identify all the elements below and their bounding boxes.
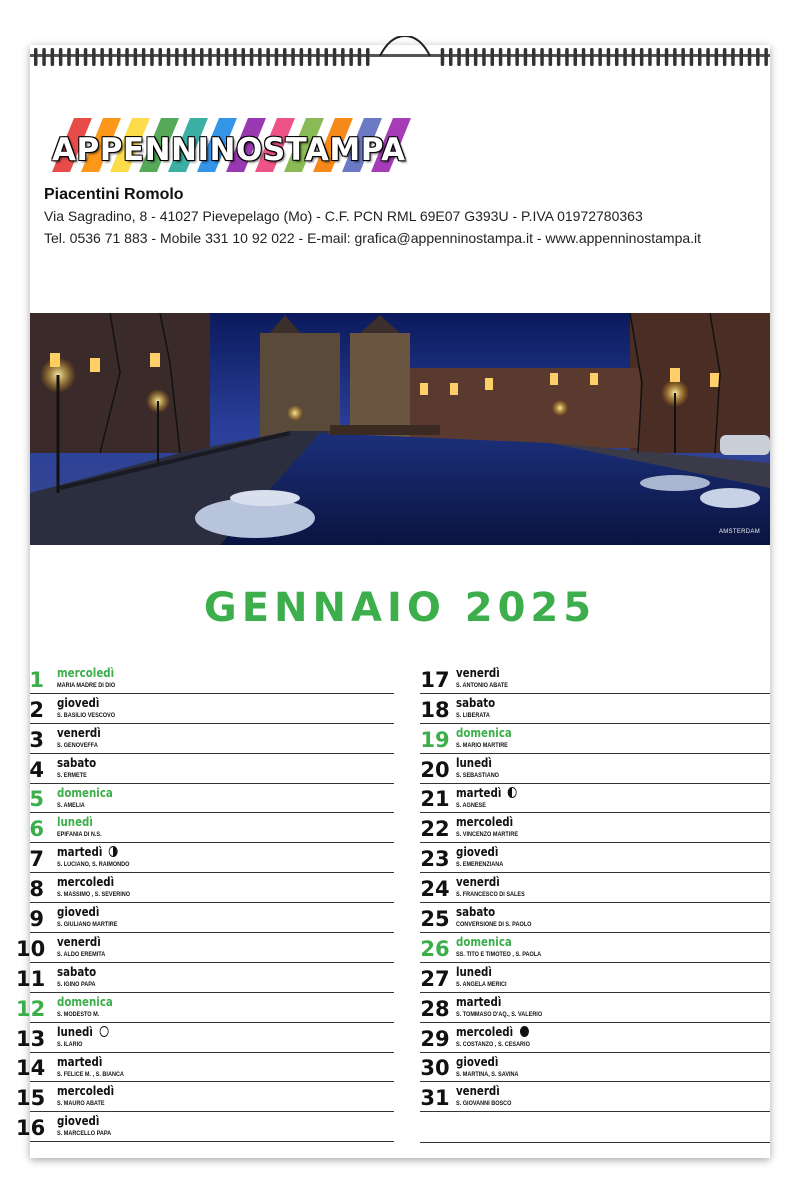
binding-coil <box>291 48 295 66</box>
weekday-name: martedì <box>456 785 517 800</box>
weekday-name: mercoledì <box>456 1024 529 1039</box>
day-number: 21 <box>420 787 450 812</box>
binding-coil <box>175 48 179 66</box>
saint-name: S. ANTONIO ABATE <box>456 682 508 689</box>
calendar-day-row <box>420 963 770 993</box>
day-number: 28 <box>420 996 450 1021</box>
saint-name: S. GIOVANNI BOSCO <box>456 1100 512 1108</box>
day-number: 16 <box>16 1116 46 1141</box>
weekday-name: mercoledì <box>57 665 115 680</box>
calendar-day-row <box>420 694 770 724</box>
saint-name: S. MODESTO M. <box>57 1010 100 1018</box>
day-number: 25 <box>420 907 450 932</box>
weekday-name: sabato <box>456 904 496 920</box>
binding-coil <box>681 48 685 66</box>
binding-coil <box>657 48 661 66</box>
binding-coil <box>242 48 246 66</box>
binding-coil <box>740 48 744 66</box>
weekday-name: domenica <box>456 934 512 950</box>
saint-name: S. EMERENZIANA <box>456 861 504 869</box>
company-name: Piacentini Romolo <box>44 186 184 203</box>
binding-coil <box>275 48 279 66</box>
day-number: 26 <box>420 936 450 961</box>
binding-coil <box>673 48 677 66</box>
binding-coil <box>125 48 129 66</box>
day-number: 29 <box>420 1026 450 1051</box>
day-number: 4 <box>29 757 44 782</box>
day-number: 12 <box>16 996 46 1021</box>
binding-coil <box>507 48 511 66</box>
binding-coil <box>51 48 55 66</box>
day-number: 1 <box>29 667 44 692</box>
binding-coil <box>723 48 727 66</box>
binding-coil <box>183 48 187 66</box>
binding-coil <box>250 48 254 66</box>
day-number: 13 <box>16 1026 46 1051</box>
binding-coil <box>167 48 171 66</box>
saint-name: S. LIBERATA <box>456 711 490 719</box>
binding-coil <box>76 48 80 66</box>
binding-coil <box>756 48 760 66</box>
binding-coil <box>109 48 113 66</box>
binding-coil <box>42 48 46 66</box>
month-title: GENNAIO 2025 <box>203 585 597 631</box>
binding-coil <box>449 48 453 66</box>
binding-coil <box>731 48 735 66</box>
saint-name: S. GIULIANO MARTIRE <box>57 921 118 929</box>
binding-coil <box>358 48 362 66</box>
day-number: 30 <box>420 1056 450 1081</box>
new-moon-icon <box>520 1026 529 1037</box>
binding-coil <box>150 48 154 66</box>
company-address: Via Sagradino, 8 - 41027 Pievepelago (Mo) - C.F. PCN RML 69E07 G393U - P.IVA 01972780363 <box>44 208 643 224</box>
weekday-name: venerdì <box>456 1083 500 1099</box>
weekday-name: giovedì <box>57 1113 100 1129</box>
binding-coil <box>466 48 470 66</box>
calendar-day-row <box>16 933 394 963</box>
binding-coil <box>59 48 63 66</box>
day-number: 15 <box>16 1086 46 1111</box>
weekday-name: mercoledì <box>57 874 115 890</box>
saint-name: S. ILARIO <box>57 1040 83 1048</box>
binding-coil <box>316 48 320 66</box>
binding-coil <box>698 48 702 66</box>
binding-coil <box>623 48 627 66</box>
day-number: 17 <box>420 667 450 692</box>
day-number: 9 <box>29 907 44 932</box>
calendar-day-row <box>16 1023 394 1053</box>
binding-coil <box>764 48 768 66</box>
weekday-name: sabato <box>57 963 97 979</box>
binding-coil <box>325 48 329 66</box>
binding-coil <box>748 48 752 66</box>
day-number: 8 <box>29 877 44 902</box>
weekday-name: martedì <box>456 993 502 1009</box>
company-contacts: Tel. 0536 71 883 - Mobile 331 10 92 022 - E-mail: grafica@appenninostampa.it - www.appenninostampa.it <box>44 230 702 246</box>
day-number: 20 <box>420 757 450 782</box>
binding-coil <box>607 48 611 66</box>
day-number: 18 <box>420 697 450 722</box>
calendar-day-row <box>420 873 770 903</box>
binding-coil <box>67 48 71 66</box>
first-moon-icon <box>109 846 118 857</box>
calendar-day-row <box>30 694 394 724</box>
calendar-day-row <box>30 724 394 754</box>
calendar-day-row <box>30 843 394 873</box>
binding-coil <box>200 48 204 66</box>
weekday-name: giovedì <box>57 694 100 710</box>
weekday-name: giovedì <box>456 844 499 860</box>
calendar-day-row <box>420 933 770 963</box>
day-number: 24 <box>420 877 450 902</box>
binding-coil <box>540 48 544 66</box>
weekday-name: lunedì <box>57 1024 108 1039</box>
day-number: 22 <box>420 817 450 842</box>
wire-binding <box>30 36 770 76</box>
binding-coil <box>549 48 553 66</box>
calendar-day-row <box>30 754 394 784</box>
weekday-name: lunedì <box>456 963 492 979</box>
last-moon-icon <box>508 787 517 798</box>
binding-coil <box>300 48 304 66</box>
weekday-name: sabato <box>456 694 496 710</box>
binding-coil <box>308 48 312 66</box>
saint-name: MARIA MADRE DI DIO <box>57 682 116 689</box>
saint-name: S. SEBASTIANO <box>456 771 499 779</box>
calendar-day-row <box>30 903 394 933</box>
calendar-day-row <box>420 1082 770 1112</box>
weekday-name: domenica <box>456 724 512 740</box>
binding-coil <box>117 48 121 66</box>
binding-coil <box>640 48 644 66</box>
empty-row <box>420 1112 770 1143</box>
saint-name: S. MARTINA, S. SAVINA <box>456 1070 519 1078</box>
weekday-name: lunedì <box>57 814 93 830</box>
calendar-day-row <box>16 1053 394 1083</box>
calendar-day-row <box>30 664 394 694</box>
weekday-name: venerdì <box>456 874 500 890</box>
binding-coil <box>225 48 229 66</box>
day-number: 27 <box>420 966 450 991</box>
day-number: 2 <box>29 697 44 722</box>
binding-coil <box>524 48 528 66</box>
calendar-day-row <box>420 843 770 873</box>
calendar-day-row <box>420 813 770 843</box>
binding-coil <box>217 48 221 66</box>
binding-coil <box>34 48 38 66</box>
binding-coil <box>690 48 694 66</box>
saint-name: S. FELICE M. , S. BIANCA <box>57 1070 124 1078</box>
day-number: 3 <box>29 727 44 752</box>
binding-coil <box>283 48 287 66</box>
calendar-day-row <box>420 664 770 694</box>
weekday-name: venerdì <box>456 665 500 680</box>
binding-coil <box>715 48 719 66</box>
weekday-name: domenica <box>57 993 113 1009</box>
binding-coil <box>100 48 104 66</box>
binding-coil <box>574 48 578 66</box>
binding-coil <box>482 48 486 66</box>
binding-coil <box>333 48 337 66</box>
binding-coil <box>665 48 669 66</box>
calendar-day-row <box>420 754 770 784</box>
binding-coil <box>349 48 353 66</box>
days-column-left <box>16 664 394 1142</box>
amsterdam-photo <box>30 313 770 545</box>
binding-coil <box>648 48 652 66</box>
day-number: 7 <box>29 847 44 872</box>
saint-name: S. AMELIA <box>57 801 85 809</box>
weekday-name: venerdì <box>57 934 101 950</box>
calendar-day-row <box>16 963 394 993</box>
calendar-day-row <box>30 873 394 903</box>
binding-coil <box>457 48 461 66</box>
saint-name: S. GENOVEFFA <box>57 741 98 749</box>
binding-coil <box>341 48 345 66</box>
weekday-name: lunedì <box>456 754 492 770</box>
day-number: 5 <box>29 787 44 812</box>
calendar-day-row <box>420 1053 770 1083</box>
binding-coil <box>84 48 88 66</box>
binding-coil <box>565 48 569 66</box>
saint-name: CONVERSIONE DI S. PAOLO <box>456 921 532 929</box>
day-number: 14 <box>16 1056 46 1081</box>
weekday-name: giovedì <box>57 904 100 920</box>
saint-name: S. IGINO PAPA <box>57 980 96 988</box>
saint-name: S. ALDO EREMITA <box>57 951 106 959</box>
calendar-day-row <box>420 903 770 933</box>
logo-text: APPENNINOSTAMPA <box>52 132 406 168</box>
day-number: 23 <box>420 847 450 872</box>
binding-coil <box>615 48 619 66</box>
full-moon-icon <box>99 1026 108 1037</box>
photo-caption: AMSTERDAM <box>718 529 760 535</box>
saint-name: S. TOMMASO D'AQ., S. VALERIO <box>456 1010 543 1018</box>
binding-coil <box>491 48 495 66</box>
saint-name: S. MASSIMO , S. SEVERINO <box>57 891 131 899</box>
saint-name: S. FRANCESCO DI SALES <box>456 891 525 899</box>
weekday-name: martedì <box>57 1053 103 1069</box>
binding-coil <box>441 48 445 66</box>
days-column-right <box>420 664 770 1143</box>
binding-coil <box>92 48 96 66</box>
night-canal-illustration <box>30 313 770 545</box>
calendar-day-row <box>30 813 394 843</box>
weekday-name: martedì <box>57 844 118 859</box>
day-number: 19 <box>420 727 450 752</box>
calendar-day-row <box>420 1023 770 1053</box>
calendar-day-row <box>16 1082 394 1112</box>
binding-coil <box>532 48 536 66</box>
weekday-name: sabato <box>57 754 97 770</box>
binding-coil <box>598 48 602 66</box>
day-number: 6 <box>29 817 44 842</box>
day-number: 11 <box>16 966 46 991</box>
binding-coil <box>366 48 370 66</box>
binding-coil <box>499 48 503 66</box>
saint-name: S. MARCELLO PAPA <box>57 1130 112 1138</box>
weekday-name: giovedì <box>456 1053 499 1069</box>
saint-name: S. AGNESE <box>456 801 486 809</box>
binding-coil <box>233 48 237 66</box>
calendar-day-row <box>420 993 770 1023</box>
company-header <box>44 112 744 182</box>
weekday-name: mercoledì <box>57 1083 115 1099</box>
saint-name: S. VINCENZO MARTIRE <box>456 831 519 839</box>
saint-name: S. MAURO ABATE <box>57 1100 105 1108</box>
binding-coil <box>142 48 146 66</box>
binding-coil <box>474 48 478 66</box>
day-number: 31 <box>420 1086 450 1111</box>
weekday-name: venerdì <box>57 724 101 740</box>
saint-name: S. ANGELA MERICI <box>456 980 507 988</box>
calendar-day-row <box>420 784 770 814</box>
calendar-day-row <box>16 1112 394 1142</box>
saint-name: S. ERMETE <box>57 771 87 779</box>
binding-coil <box>590 48 594 66</box>
calendar-day-row <box>420 724 770 754</box>
saint-name: EPIFANIA DI N.S. <box>57 831 102 839</box>
saint-name: S. MARIO MARTIRE <box>456 741 508 749</box>
calendar-day-row <box>16 993 394 1023</box>
binding-coil <box>159 48 163 66</box>
saint-name: S. BASILIO VESCOVO <box>57 711 116 719</box>
binding-coil <box>557 48 561 66</box>
calendar-day-row <box>30 784 394 814</box>
binding-coil <box>515 48 519 66</box>
saint-name: S. LUCIANO, S. RAIMONDO <box>57 861 130 869</box>
binding-coil <box>258 48 262 66</box>
saint-name: SS. TITO E TIMOTEO , S. PAOLA <box>456 951 542 959</box>
company-logo <box>44 112 424 182</box>
binding-coil <box>192 48 196 66</box>
binding-coil <box>632 48 636 66</box>
weekday-name: mercoledì <box>456 814 514 830</box>
weekday-name: domenica <box>57 784 113 800</box>
saint-name: S. COSTANZO , S. CESARIO <box>456 1040 530 1048</box>
binding-coil <box>706 48 710 66</box>
binding-coil <box>208 48 212 66</box>
binding-coil <box>134 48 138 66</box>
binding-coil <box>582 48 586 66</box>
binding-coil <box>266 48 270 66</box>
day-number: 10 <box>16 936 46 961</box>
